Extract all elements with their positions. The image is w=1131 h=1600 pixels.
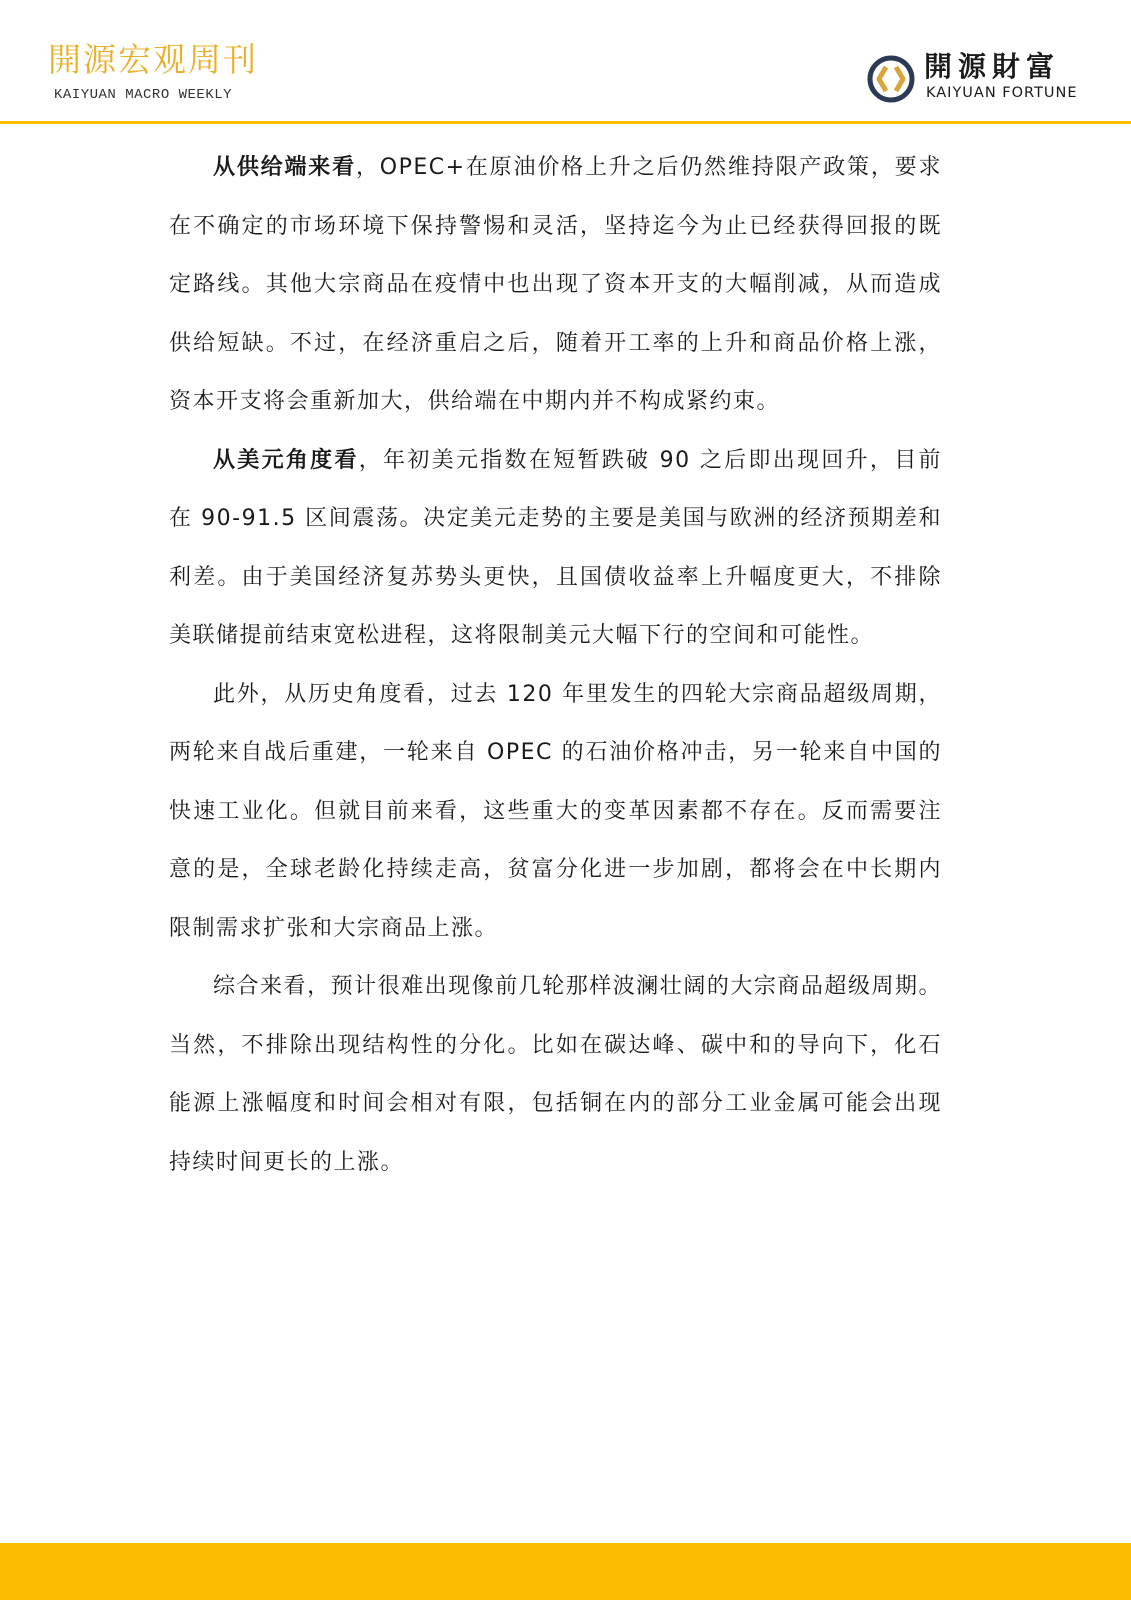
paragraph-lead: 从供给端来看 xyxy=(213,155,356,180)
paragraph-text: ，OPEC+在原油价格上升之后仍然维持限产政策，要求在不确定的市场环境下保持警惕和灵活，坚持迄今为止已经获得回报的既定路线。其他大宗商品在疫情中也出现了资本开支的大幅削减，从而造成供给短缺。不过，在经济重启之后，随着开工率的上升和商品价格上涨，资本开支将会重新加大，供给端在中期内并不构成紧约束。 xyxy=(169,155,942,414)
paragraph xyxy=(169,432,942,666)
header-divider xyxy=(0,121,1131,124)
logo-name-cn: 開源財富 xyxy=(924,50,1061,83)
publication-title: 開源宏观周刊 xyxy=(48,40,258,79)
page-header xyxy=(0,0,1131,124)
kaiyuan-logo-icon xyxy=(866,54,916,104)
paragraph-lead: 从美元角度看 xyxy=(213,447,359,473)
brand-logo xyxy=(866,50,1106,106)
paragraph-text: ，年初美元指数在短暂跌破 90 之后即出现回升，目前在 90-91.5 区间震荡。决定美元走势的主要是美国与欧洲的经济预期差和利差。由于美国经济复苏势头更快，且国债收益率上升幅度更大，不排除美联储提前结束宽松进程，这将限制美元大幅下行的空间和可能性。 xyxy=(169,447,942,648)
paragraph xyxy=(169,139,942,432)
paragraph-text: 综合来看，预计很难出现像前几轮那样波澜壮阔的大宗商品超级周期。当然，不排除出现结构性的分化。比如在碳达峰、碳中和的导向下，化石能源上涨幅度和时间会相对有限，包括铜在内的部分工业金属可能会出现持续时间更长的上涨。 xyxy=(169,974,942,1175)
logo-name-en: KAIYUAN FORTUNE xyxy=(926,85,1078,101)
publication-subtitle: KAIYUAN MACRO WEEKLY xyxy=(54,87,233,103)
article-body xyxy=(169,139,942,1192)
paragraph xyxy=(169,958,942,1192)
paragraph-text: 此外，从历史角度看，过去 120 年里发生的四轮大宗商品超级周期，两轮来自战后重建，一轮来自 OPEC 的石油价格冲击，另一轮来自中国的快速工业化。但就目前来看，这些重大的变革因素都不存在。反而需要注意的是，全球老龄化持续走高，贫富分化进一步加剧，都将会在中长期内限制需求扩张和大宗商品上涨。 xyxy=(169,681,942,941)
footer-bar xyxy=(0,1543,1131,1600)
paragraph xyxy=(169,666,942,959)
